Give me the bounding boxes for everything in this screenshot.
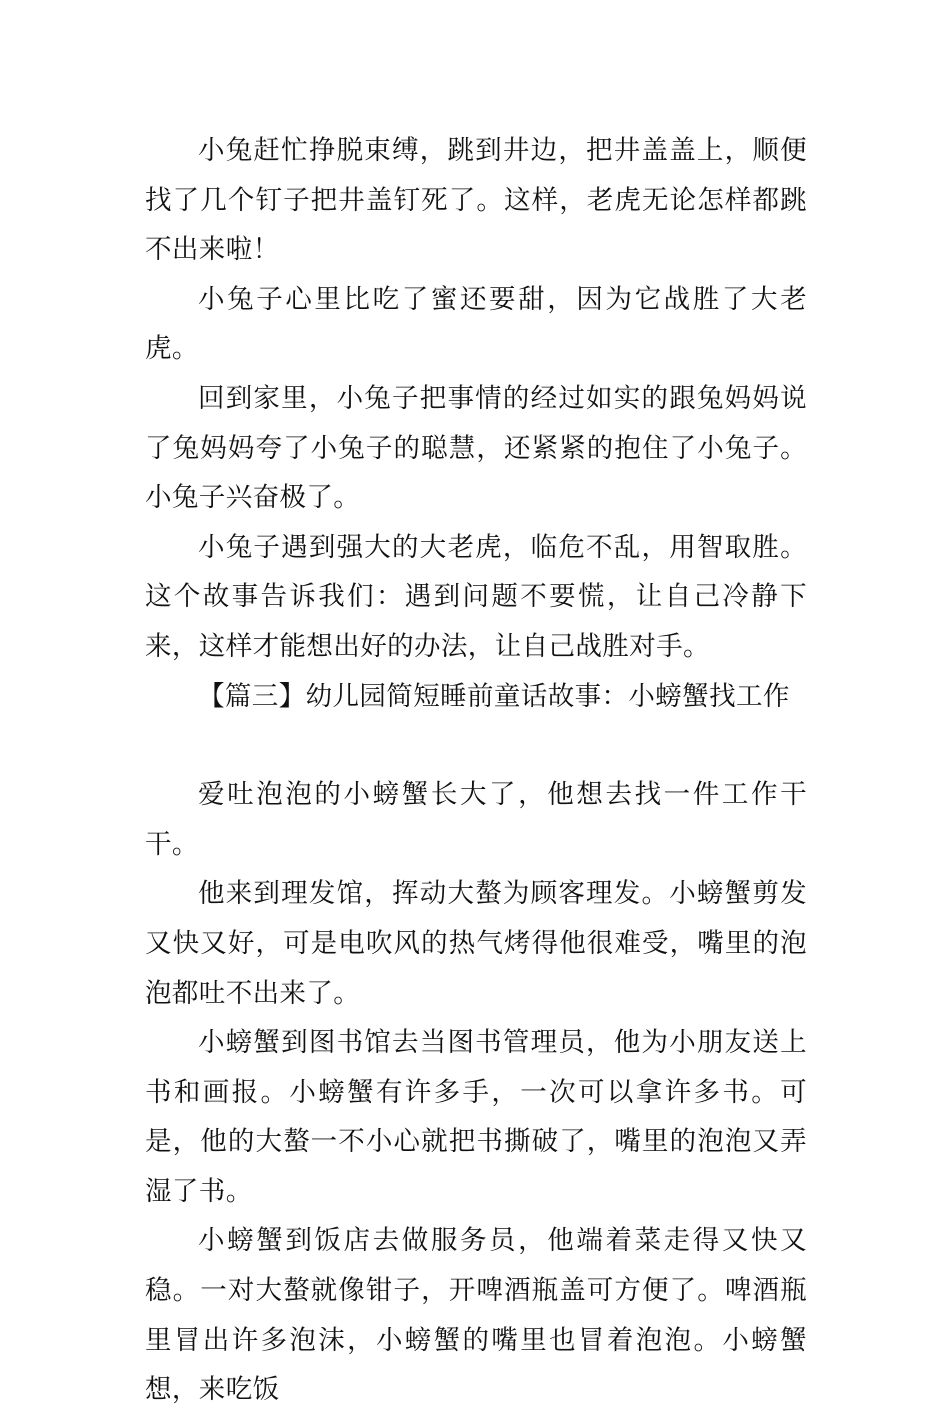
paragraph: 小螃蟹到图书馆去当图书管理员，他为小朋友送上书和画报。小螃蟹有许多手，一次可以拿许多书。可是，他的大螯一不小心就把书撕破了，嘴里的泡泡又弄湿了书。: [145, 1027, 807, 1207]
section-heading: 【篇三】幼儿园简短睡前童话故事：小螃蟹找工作: [198, 680, 790, 712]
paragraph: 回到家里，小兔子把事情的经过如实的跟兔妈妈说了兔妈妈夸了小兔子的聪慧，还紧紧的抱住了小兔子。小兔子兴奋极了。: [145, 382, 807, 514]
paragraph: 他来到理发馆，挥动大螯为顾客理发。小螃蟹剪发又快又好，可是电吹风的热气烤得他很难受，嘴里的泡泡都吐不出来了。: [145, 878, 807, 1009]
document-body: [145, 126, 807, 1415]
paragraph: 小兔子心里比吃了蜜还要甜，因为它战胜了大老虎。: [145, 283, 807, 365]
paragraph: 爱吐泡泡的小螃蟹长大了，他想去找一件工作干干。: [145, 779, 807, 860]
blank-line: [145, 721, 807, 770]
paragraph: 小兔子遇到强大的大老虎，临危不乱，用智取胜。这个故事告诉我们：遇到问题不要慌，让自己冷静下来，这样才能想出好的办法，让自己战胜对手。: [145, 531, 807, 662]
paragraph: 小兔赶忙挣脱束缚，跳到井边，把井盖盖上，顺便找了几个钉子把井盖钉死了。这样，老虎无论怎样都跳不出来啦！: [145, 135, 807, 266]
paragraph: 小螃蟹到饭店去做服务员，他端着菜走得又快又稳。一对大螯就像钳子，开啤酒瓶盖可方便了。啤酒瓶里冒出许多泡沫，小螃蟹的嘴里也冒着泡泡。小螃蟹想，来吃饭: [145, 1225, 807, 1406]
